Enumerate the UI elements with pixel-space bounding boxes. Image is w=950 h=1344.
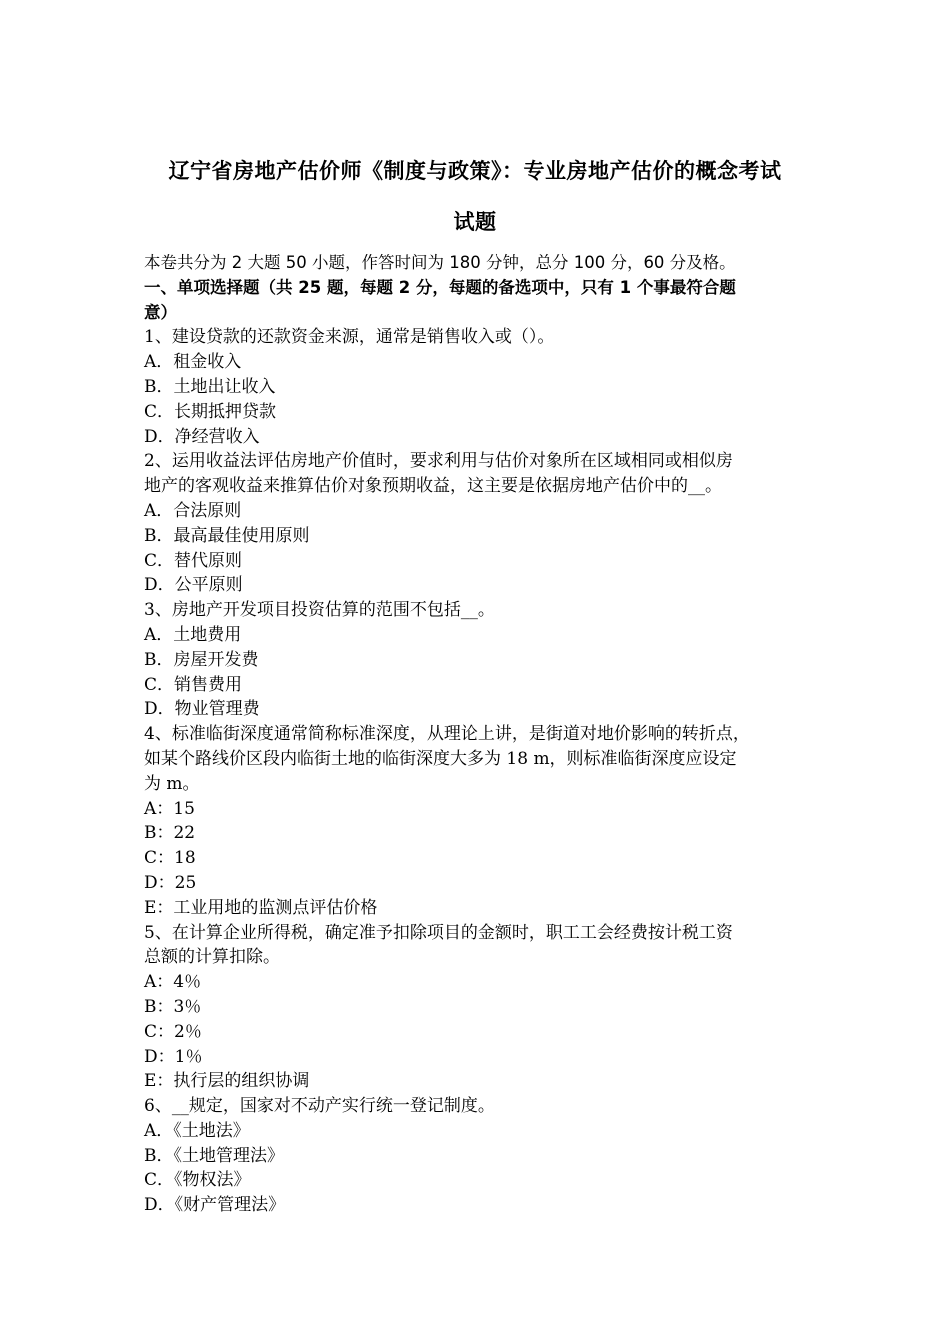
document-title-line-1: 辽宁省房地产估价师《制度与政策》：专业房地产估价的概念考试: [168, 159, 782, 183]
document-body: [144, 251, 814, 1218]
section-heading-line-2: 意）: [144, 302, 177, 322]
answer-option: C．长期抵押贷款: [144, 401, 277, 422]
answer-option: B．《土地管理法》: [144, 1145, 284, 1166]
question-item: [144, 325, 814, 449]
answer-option: B．房屋开发费: [144, 649, 259, 670]
question-stem: 2、运用收益法评估房地产价值时，要求利用与估价对象所在区域相同或相似房: [144, 451, 733, 472]
answer-option: A．《土地法》: [144, 1120, 250, 1141]
answer-option: E：执行层的组织协调: [144, 1071, 310, 1092]
question-item: [144, 598, 814, 722]
exam-intro: 本卷共分为 2 大题 50 小题，作答时间为 180 分钟，总分 100 分，60 分及格。: [144, 253, 736, 272]
question-stem: 5、在计算企业所得税，确定准予扣除项目的金额时，职工工会经费按计税工资: [144, 922, 733, 943]
question-item: [144, 722, 814, 920]
answer-option: B：22: [144, 823, 196, 844]
question-stem: 6、__规定，国家对不动产实行统一登记制度。: [144, 1096, 495, 1117]
question-stem: 地产的客观收益来推算估价对象预期收益，这主要是依据房地产估价中的__。: [144, 476, 722, 497]
answer-option: D：25: [144, 872, 197, 893]
question-item: [144, 449, 814, 598]
answer-option: C：18: [144, 848, 196, 869]
answer-option: C．《物权法》: [144, 1170, 251, 1191]
answer-option: A．土地费用: [144, 624, 242, 645]
question-stem: 1、建设贷款的还款资金来源，通常是销售收入或（）。: [144, 327, 555, 348]
answer-option: D．净经营收入: [144, 426, 260, 447]
answer-option: E：工业用地的监测点评估价格: [144, 897, 378, 918]
answer-option: A：15: [144, 798, 195, 819]
question-stem: 为 m。: [144, 773, 200, 794]
answer-option: B：3％: [144, 996, 202, 1017]
answer-option: A．合法原则: [144, 500, 242, 521]
answer-option: A．租金收入: [144, 352, 242, 373]
answer-option: D．公平原则: [144, 575, 243, 596]
answer-option: D：1％: [144, 1046, 203, 1067]
question-stem: 如某个路线价区段内临街土地的临街深度大多为 18 m，则标准临街深度应设定: [144, 748, 737, 769]
section-heading-line-1: 一、单项选择题（共 25 题，每题 2 分，每题的备选项中，只有 1 个事最符合题: [144, 277, 736, 297]
answer-option: D．《财产管理法》: [144, 1195, 286, 1216]
question-stem: 3、房地产开发项目投资估算的范围不包括__。: [144, 600, 495, 621]
question-stem: 4、标准临街深度通常简称标准深度，从理论上讲，是街道对地价影响的转折点，: [144, 724, 750, 745]
answer-option: A：4％: [144, 972, 202, 993]
question-list: [144, 325, 814, 1218]
question-item: [144, 921, 814, 1095]
document-title-line-2: 试题: [453, 210, 497, 234]
answer-option: C：2％: [144, 1021, 202, 1042]
question-stem: 总额的计算扣除。: [144, 947, 280, 968]
question-item: [144, 1094, 814, 1218]
answer-option: C．销售费用: [144, 674, 243, 695]
answer-option: B．土地出让收入: [144, 376, 276, 397]
answer-option: C．替代原则: [144, 550, 243, 571]
answer-option: B．最高最佳使用原则: [144, 525, 310, 546]
answer-option: D．物业管理费: [144, 699, 260, 720]
